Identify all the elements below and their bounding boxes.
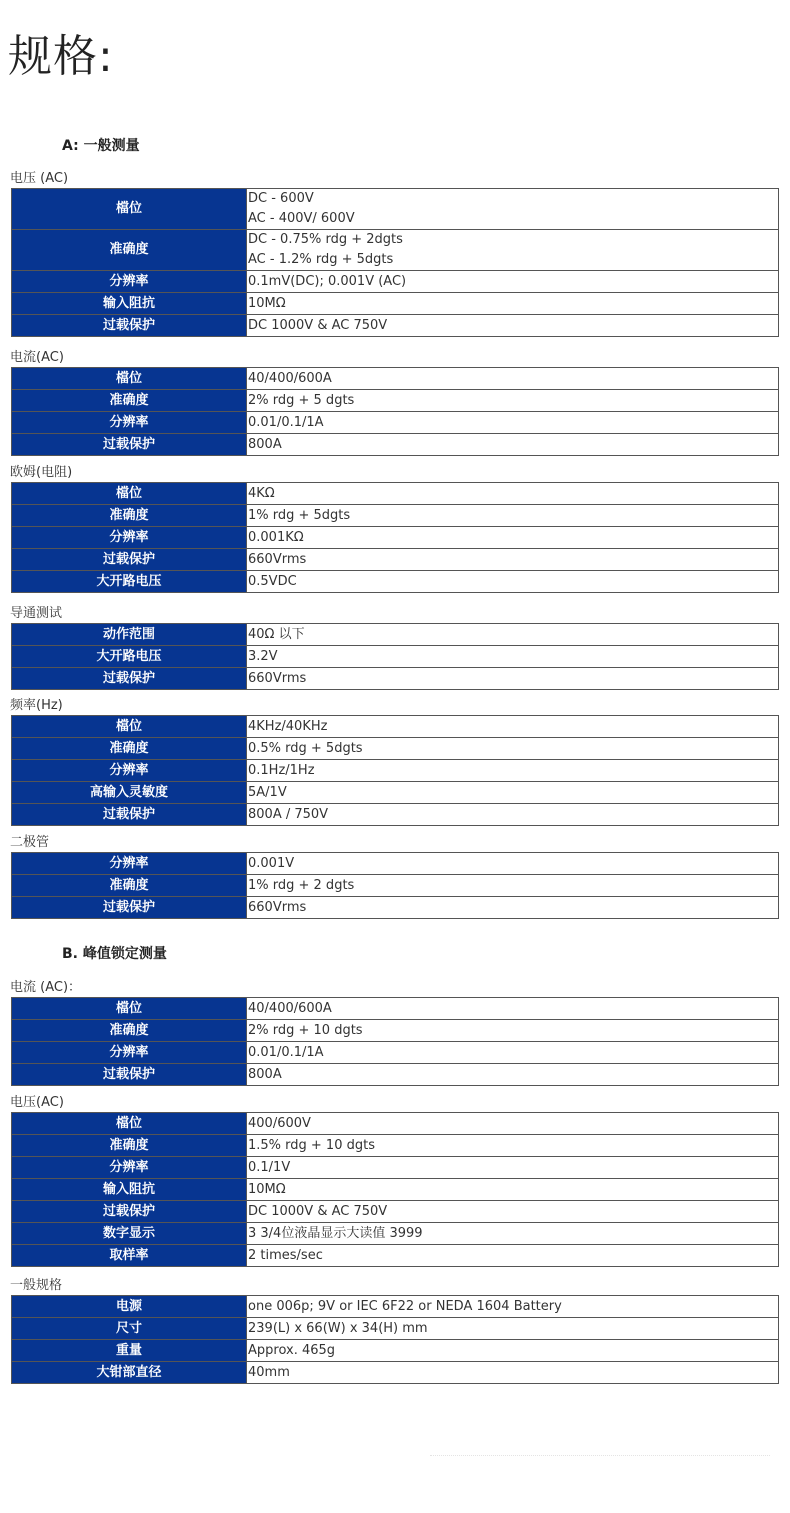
spec-key: 分辨率 xyxy=(12,1157,247,1179)
spec-table xyxy=(11,482,779,593)
spec-key: 分辨率 xyxy=(12,853,247,875)
spec-value xyxy=(247,549,779,571)
table-row xyxy=(12,624,779,646)
table-row xyxy=(12,1340,779,1362)
spec-value xyxy=(247,1340,779,1362)
spec-key: 过载保护 xyxy=(12,315,247,337)
spec-value-line: 1.5% rdg + 10 dgts xyxy=(248,1137,375,1153)
table-row xyxy=(12,1113,779,1135)
spec-key: 过载保护 xyxy=(12,1201,247,1223)
spec-value-line: 0.001KΩ xyxy=(248,529,304,545)
spec-value xyxy=(247,804,779,826)
spec-value-line: 0.5% rdg + 5dgts xyxy=(248,740,363,756)
spec-value-line: 40Ω 以下 xyxy=(248,626,305,642)
spec-value-line: 2% rdg + 10 dgts xyxy=(248,1022,363,1038)
table-row xyxy=(12,483,779,505)
spec-value-line: 0.5VDC xyxy=(248,573,297,589)
section-label: 导通测试 xyxy=(10,606,63,621)
table-row xyxy=(12,1042,779,1064)
spec-key: 输入阻抗 xyxy=(12,293,247,315)
spec-value xyxy=(247,1064,779,1086)
table-row xyxy=(12,412,779,434)
spec-key: 檔位 xyxy=(12,368,247,390)
spec-value-line: 40/400/600A xyxy=(248,370,332,386)
spec-key: 电源 xyxy=(12,1296,247,1318)
spec-value-line: one 006p; 9V or IEC 6F22 or NEDA 1604 Battery xyxy=(248,1298,562,1314)
spec-value xyxy=(247,1362,779,1384)
spec-value xyxy=(247,738,779,760)
spec-value xyxy=(247,1223,779,1245)
table-row xyxy=(12,1135,779,1157)
spec-key: 分辨率 xyxy=(12,271,247,293)
part-a-heading: A: 一般测量 xyxy=(62,138,140,154)
table-row xyxy=(12,571,779,593)
table-row xyxy=(12,897,779,919)
spec-value-line: 5A/1V xyxy=(248,784,287,800)
table-row xyxy=(12,760,779,782)
spec-value-line: 400/600V xyxy=(248,1115,311,1131)
spec-key: 重量 xyxy=(12,1340,247,1362)
spec-key: 檔位 xyxy=(12,189,247,230)
spec-value xyxy=(247,1020,779,1042)
table-row xyxy=(12,230,779,271)
spec-value xyxy=(247,1179,779,1201)
section-label: 二极管 xyxy=(10,835,50,850)
table-row xyxy=(12,1020,779,1042)
table-row xyxy=(12,738,779,760)
table-row xyxy=(12,315,779,337)
spec-key: 檔位 xyxy=(12,998,247,1020)
spec-table xyxy=(11,188,779,337)
table-row xyxy=(12,782,779,804)
section-label: 一般规格 xyxy=(10,1278,63,1293)
spec-key: 过载保护 xyxy=(12,549,247,571)
spec-value xyxy=(247,412,779,434)
spec-value xyxy=(247,1042,779,1064)
spec-key: 分辨率 xyxy=(12,760,247,782)
spec-value-line: 40mm xyxy=(248,1364,290,1380)
spec-key: 分辨率 xyxy=(12,527,247,549)
section-label: 欧姆(电阻) xyxy=(10,465,73,480)
table-row xyxy=(12,527,779,549)
spec-value xyxy=(247,646,779,668)
spec-value xyxy=(247,1296,779,1318)
spec-key: 过载保护 xyxy=(12,668,247,690)
table-row xyxy=(12,853,779,875)
spec-key: 准确度 xyxy=(12,1020,247,1042)
spec-value xyxy=(247,897,779,919)
spec-value xyxy=(247,1135,779,1157)
spec-key: 过载保护 xyxy=(12,1064,247,1086)
divider xyxy=(430,1455,770,1457)
spec-value xyxy=(247,875,779,897)
spec-value-line: AC - 400V/ 600V xyxy=(248,211,355,226)
spec-value-line: 2 times/sec xyxy=(248,1247,323,1263)
spec-value-line: 10MΩ xyxy=(248,1181,286,1197)
section-label: 电流 (AC)： xyxy=(10,980,82,995)
spec-value xyxy=(247,782,779,804)
spec-table xyxy=(11,1295,779,1384)
spec-value-line: 40/400/600A xyxy=(248,1000,332,1016)
page-title: 规格: xyxy=(8,31,114,82)
spec-key: 准确度 xyxy=(12,390,247,412)
spec-value xyxy=(247,1201,779,1223)
spec-value-line: 800A xyxy=(248,1066,282,1082)
table-row xyxy=(12,1201,779,1223)
spec-key: 准确度 xyxy=(12,738,247,760)
table-row xyxy=(12,1318,779,1340)
spec-key: 准确度 xyxy=(12,875,247,897)
spec-value-line: 3.2V xyxy=(248,648,278,664)
spec-value-line: 4KHz/40KHz xyxy=(248,718,328,734)
spec-value-line: DC - 600V xyxy=(248,191,314,206)
spec-table xyxy=(11,367,779,456)
spec-value xyxy=(247,1245,779,1267)
spec-value-line: 0.1mV(DC); 0.001V (AC) xyxy=(248,273,407,289)
spec-table xyxy=(11,852,779,919)
spec-value xyxy=(247,624,779,646)
spec-value xyxy=(247,189,779,230)
table-row xyxy=(12,549,779,571)
spec-key: 大钳部直径 xyxy=(12,1362,247,1384)
spec-value xyxy=(247,368,779,390)
spec-table xyxy=(11,715,779,826)
spec-key: 过载保护 xyxy=(12,804,247,826)
spec-key: 准确度 xyxy=(12,1135,247,1157)
spec-key: 过载保护 xyxy=(12,434,247,456)
spec-value-line: 660Vrms xyxy=(248,551,307,567)
spec-value-line: 1% rdg + 2 dgts xyxy=(248,877,355,893)
spec-value xyxy=(247,483,779,505)
spec-value-line: 800A / 750V xyxy=(248,806,329,822)
spec-value xyxy=(247,1157,779,1179)
spec-value-line: 0.1Hz/1Hz xyxy=(248,762,315,778)
spec-key: 高输入灵敏度 xyxy=(12,782,247,804)
table-row xyxy=(12,271,779,293)
section-label: 电流(AC) xyxy=(10,350,64,365)
spec-key: 取样率 xyxy=(12,1245,247,1267)
spec-value-line: DC 1000V & AC 750V xyxy=(248,1203,388,1219)
spec-value xyxy=(247,271,779,293)
spec-value-line: DC 1000V & AC 750V xyxy=(248,317,388,333)
spec-value xyxy=(247,571,779,593)
spec-value-line: 3 3/4位液晶显示大读值 3999 xyxy=(248,1225,423,1241)
spec-value-line: 1% rdg + 5dgts xyxy=(248,507,351,523)
table-row xyxy=(12,668,779,690)
spec-value-line: 2% rdg + 5 dgts xyxy=(248,392,355,408)
spec-value xyxy=(247,668,779,690)
spec-key: 准确度 xyxy=(12,230,247,271)
spec-value xyxy=(247,1113,779,1135)
spec-value xyxy=(247,527,779,549)
spec-value xyxy=(247,998,779,1020)
spec-key: 大开路电压 xyxy=(12,646,247,668)
section-label: 频率(Hz) xyxy=(10,698,63,713)
table-row xyxy=(12,1179,779,1201)
spec-key: 檔位 xyxy=(12,716,247,738)
spec-key: 分辨率 xyxy=(12,412,247,434)
spec-value-line: 0.01/0.1/1A xyxy=(248,1044,324,1060)
table-row xyxy=(12,646,779,668)
spec-value xyxy=(247,230,779,271)
spec-value-line: 0.01/0.1/1A xyxy=(248,414,324,430)
spec-value-line: AC - 1.2% rdg + 5dgts xyxy=(248,252,394,267)
spec-value-line: 0.1/1V xyxy=(248,1159,291,1175)
table-row xyxy=(12,1064,779,1086)
spec-table xyxy=(11,1112,779,1267)
spec-value-line: 800A xyxy=(248,436,282,452)
table-row xyxy=(12,875,779,897)
spec-value xyxy=(247,853,779,875)
spec-key: 分辨率 xyxy=(12,1042,247,1064)
table-row xyxy=(12,1245,779,1267)
table-row xyxy=(12,293,779,315)
spec-value xyxy=(247,760,779,782)
table-row xyxy=(12,1296,779,1318)
table-row xyxy=(12,368,779,390)
spec-key: 动作范围 xyxy=(12,624,247,646)
spec-value-line: 0.001V xyxy=(248,855,295,871)
spec-value-line: 4KΩ xyxy=(248,485,275,501)
spec-table xyxy=(11,997,779,1086)
table-row xyxy=(12,1362,779,1384)
table-row xyxy=(12,804,779,826)
spec-key: 檔位 xyxy=(12,483,247,505)
spec-key: 过载保护 xyxy=(12,897,247,919)
spec-value xyxy=(247,390,779,412)
spec-value-line: 660Vrms xyxy=(248,899,307,915)
spec-key: 尺寸 xyxy=(12,1318,247,1340)
spec-key: 檔位 xyxy=(12,1113,247,1135)
table-row xyxy=(12,998,779,1020)
spec-value xyxy=(247,1318,779,1340)
spec-value xyxy=(247,505,779,527)
spec-value xyxy=(247,434,779,456)
spec-value-line: DC - 0.75% rdg + 2dgts xyxy=(248,232,403,247)
section-label: 电压(AC) xyxy=(10,1095,64,1110)
spec-value-line: 660Vrms xyxy=(248,670,307,686)
spec-key: 输入阻抗 xyxy=(12,1179,247,1201)
spec-value xyxy=(247,315,779,337)
table-row xyxy=(12,189,779,230)
spec-value xyxy=(247,293,779,315)
section-label: 电压 (AC) xyxy=(10,171,69,186)
part-b-heading: B. 峰值锁定测量 xyxy=(62,946,167,962)
spec-value-line: Approx. 465g xyxy=(248,1342,336,1358)
table-row xyxy=(12,390,779,412)
spec-table xyxy=(11,623,779,690)
table-row xyxy=(12,505,779,527)
spec-value-line: 10MΩ xyxy=(248,295,286,311)
spec-key: 准确度 xyxy=(12,505,247,527)
table-row xyxy=(12,716,779,738)
table-row xyxy=(12,1223,779,1245)
table-row xyxy=(12,434,779,456)
spec-value-line: 239(L) x 66(W) x 34(H) mm xyxy=(248,1320,428,1336)
spec-key: 大开路电压 xyxy=(12,571,247,593)
table-row xyxy=(12,1157,779,1179)
spec-value xyxy=(247,716,779,738)
spec-key: 数字显示 xyxy=(12,1223,247,1245)
